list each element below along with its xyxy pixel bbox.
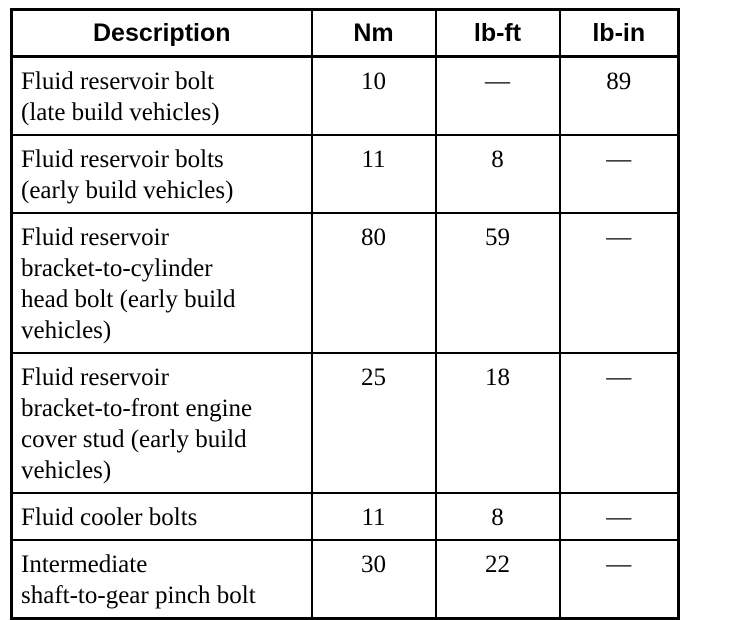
description-line: Intermediate [21, 551, 148, 578]
cell-nm: 80 [312, 213, 436, 353]
cell-description [12, 353, 312, 493]
cell-nm: 11 [312, 135, 436, 213]
cell-nm: 11 [312, 493, 436, 540]
cell-lbft: 8 [436, 493, 560, 540]
description-line: bracket-to-front engine [21, 395, 253, 422]
cell-lbin: — [560, 353, 679, 493]
table-row [12, 135, 679, 213]
cell-description [12, 213, 312, 353]
cell-description [12, 57, 312, 136]
cell-lbin: — [560, 540, 679, 619]
header-row [12, 10, 679, 57]
cell-lbft: 59 [436, 213, 560, 353]
description-line: Fluid cooler bolts [21, 504, 198, 531]
description-line: Fluid reservoir bolts [21, 146, 224, 173]
header-description: Description [12, 10, 312, 57]
table-row [12, 213, 679, 353]
description-line: Fluid reservoir [21, 364, 169, 391]
cell-lbin: — [560, 135, 679, 213]
cell-lbft: — [436, 57, 560, 136]
header-lbft: lb-ft [436, 10, 560, 57]
cell-nm: 10 [312, 57, 436, 136]
description-line: Fluid reservoir [21, 224, 169, 251]
description-line: cover stud (early build [21, 426, 247, 453]
description-line: head bolt (early build [21, 286, 236, 313]
table-body [12, 57, 679, 619]
cell-description [12, 540, 312, 619]
cell-lbft: 22 [436, 540, 560, 619]
description-line: (late build vehicles) [21, 99, 220, 126]
table-row [12, 353, 679, 493]
description-line: shaft-to-gear pinch bolt [21, 582, 256, 609]
description-line: (early build vehicles) [21, 177, 234, 204]
cell-description [12, 135, 312, 213]
cell-lbft: 18 [436, 353, 560, 493]
table-row [12, 540, 679, 619]
table-row [12, 493, 679, 540]
cell-lbin: — [560, 493, 679, 540]
cell-lbft: 8 [436, 135, 560, 213]
cell-lbin: — [560, 213, 679, 353]
cell-nm: 25 [312, 353, 436, 493]
header-lbin: lb-in [560, 10, 679, 57]
description-line: vehicles) [21, 317, 112, 344]
table-header [12, 10, 679, 57]
cell-lbin: 89 [560, 57, 679, 136]
header-nm: Nm [312, 10, 436, 57]
cell-nm: 30 [312, 540, 436, 619]
description-line: bracket-to-cylinder [21, 255, 213, 282]
table-row [12, 57, 679, 136]
description-line: vehicles) [21, 457, 112, 484]
description-line: Fluid reservoir bolt [21, 68, 215, 95]
cell-description [12, 493, 312, 540]
torque-spec-table [10, 8, 680, 620]
